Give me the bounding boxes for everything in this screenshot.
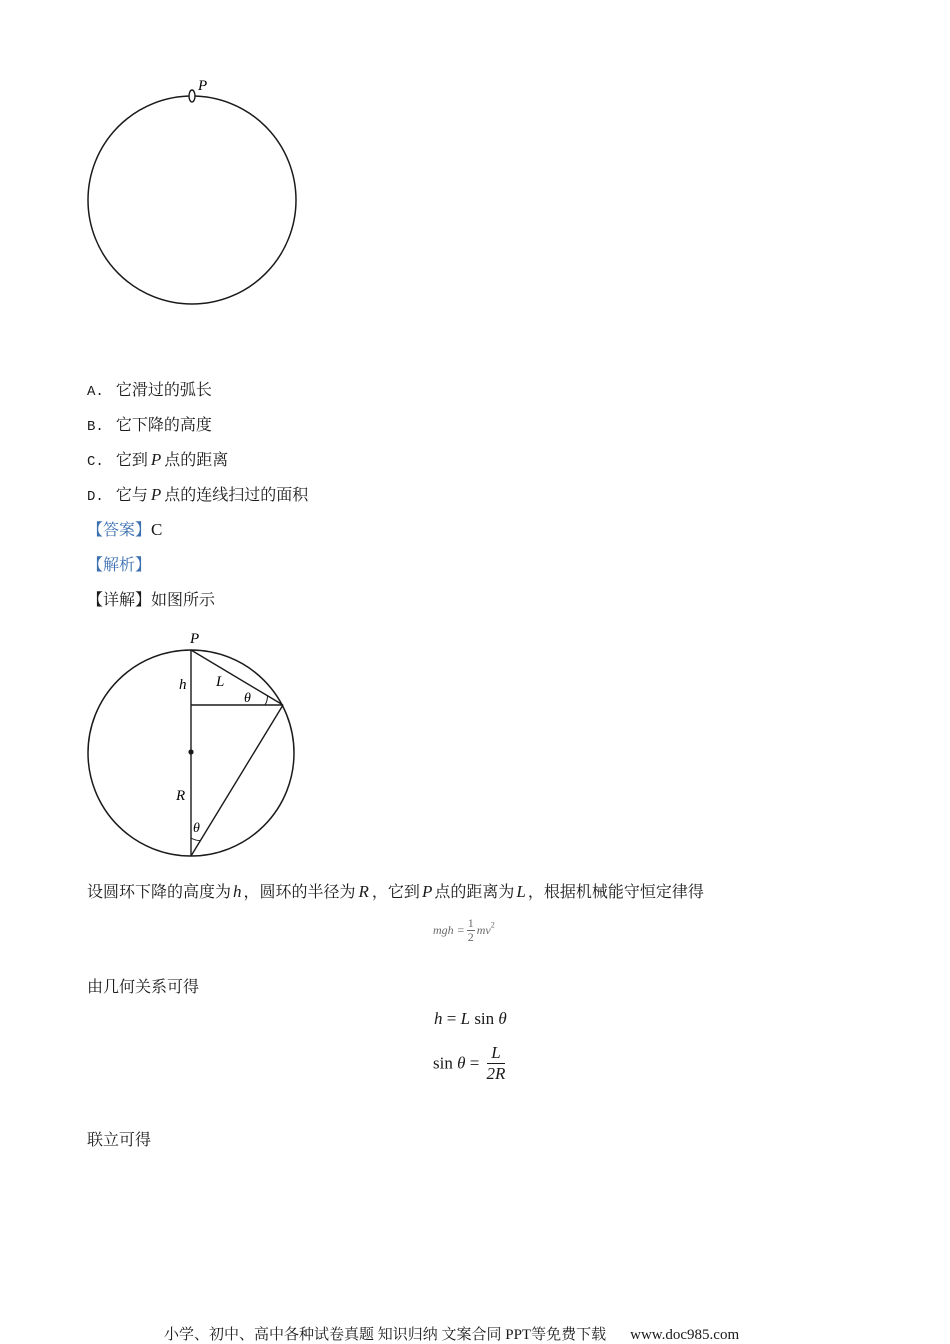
eq3-num: L bbox=[487, 1043, 506, 1064]
option-text: 它下降的高度 bbox=[115, 415, 212, 434]
circle-track bbox=[88, 96, 296, 304]
setup-text: ，根据机械能守恒定律得 bbox=[527, 882, 704, 901]
p-label: P bbox=[190, 631, 200, 647]
option-letter: A. bbox=[87, 384, 104, 400]
eq2-lhs: h bbox=[434, 1009, 443, 1028]
eq1-lhs: mgh = bbox=[433, 923, 465, 937]
option-d bbox=[87, 485, 308, 507]
eq3-angle: θ bbox=[457, 1053, 466, 1073]
detail-line bbox=[87, 590, 215, 610]
setup-var-p: P bbox=[421, 882, 433, 901]
eq1-den: 2 bbox=[467, 930, 474, 944]
combine-text: 联立可得 bbox=[87, 1130, 152, 1149]
footer-url: www.doc985.com bbox=[630, 1327, 740, 1343]
eq1-sup: 2 bbox=[490, 920, 495, 930]
setup-text: 设圆环下降的高度为 bbox=[87, 882, 232, 901]
option-letter: C. bbox=[87, 454, 104, 470]
option-var: P bbox=[150, 485, 162, 504]
option-letter: B. bbox=[87, 419, 104, 435]
geometry-text: 由几何关系可得 bbox=[87, 977, 200, 996]
option-text: 它到 bbox=[115, 450, 148, 469]
chord-l bbox=[191, 650, 283, 705]
footer bbox=[164, 1323, 739, 1344]
figure-ring-on-circle bbox=[80, 70, 310, 315]
eq2-angle: θ bbox=[498, 1009, 507, 1028]
option-letter: D. bbox=[87, 489, 104, 505]
option-b bbox=[87, 415, 212, 437]
eq2-equals: = bbox=[442, 1009, 461, 1028]
equation-energy bbox=[433, 917, 495, 944]
eq1-rhs: mv bbox=[476, 923, 491, 937]
l-label: L bbox=[216, 674, 225, 690]
option-c bbox=[87, 450, 228, 472]
equation-sin-ratio bbox=[433, 1043, 508, 1084]
answer-value: C bbox=[151, 520, 163, 539]
option-var: P bbox=[150, 450, 162, 469]
setup-var-r: R bbox=[358, 882, 369, 901]
angle-arc-bottom bbox=[191, 838, 200, 841]
option-text: 它与 bbox=[115, 485, 148, 504]
setup-text: ，它到 bbox=[371, 882, 420, 901]
option-text-post: 点的连线扫过的面积 bbox=[164, 485, 309, 504]
answer-line bbox=[87, 520, 162, 540]
footer-text: 小学、初中、高中各种试卷真题 知识归纳 文案合同 PPT等免费下载 bbox=[164, 1327, 607, 1343]
point-p-label: P bbox=[198, 78, 208, 94]
setup-var-l: L bbox=[516, 882, 526, 901]
eq3-equals: = bbox=[465, 1053, 484, 1073]
eq1-num: 1 bbox=[467, 916, 474, 930]
equation-h-lsin bbox=[434, 1009, 507, 1029]
setup-var-h: h bbox=[233, 882, 242, 901]
center-dot bbox=[188, 749, 193, 754]
eq1-fraction bbox=[467, 917, 475, 944]
chord-bottom bbox=[191, 705, 283, 856]
eq3-fraction bbox=[487, 1043, 506, 1084]
h-label: h bbox=[179, 677, 187, 693]
analysis-label: 【解析】 bbox=[87, 555, 152, 574]
detail-text: 如图所示 bbox=[151, 590, 216, 609]
setup-text: 点的距离为 bbox=[434, 882, 515, 901]
option-text-post: 点的距离 bbox=[164, 450, 229, 469]
theta-bottom-label: θ bbox=[193, 821, 200, 836]
theta-top-label: θ bbox=[244, 691, 251, 706]
detail-label: 【详解】 bbox=[87, 590, 152, 609]
answer-label: 【答案】 bbox=[87, 520, 152, 539]
option-text: 它滑过的弧长 bbox=[115, 380, 212, 399]
ring-bead bbox=[189, 90, 195, 102]
angle-arc-top bbox=[265, 696, 268, 705]
eq2-fn: sin bbox=[470, 1009, 499, 1028]
eq3-fn: sin bbox=[433, 1053, 458, 1073]
option-a bbox=[87, 380, 212, 402]
r-label: R bbox=[176, 788, 186, 804]
eq2-var: L bbox=[460, 1009, 471, 1028]
setup-text: ，圆环的半径为 bbox=[243, 882, 356, 901]
eq3-den: 2R bbox=[486, 1064, 506, 1083]
setup-sentence bbox=[87, 882, 704, 902]
figure-geometry bbox=[80, 625, 310, 865]
